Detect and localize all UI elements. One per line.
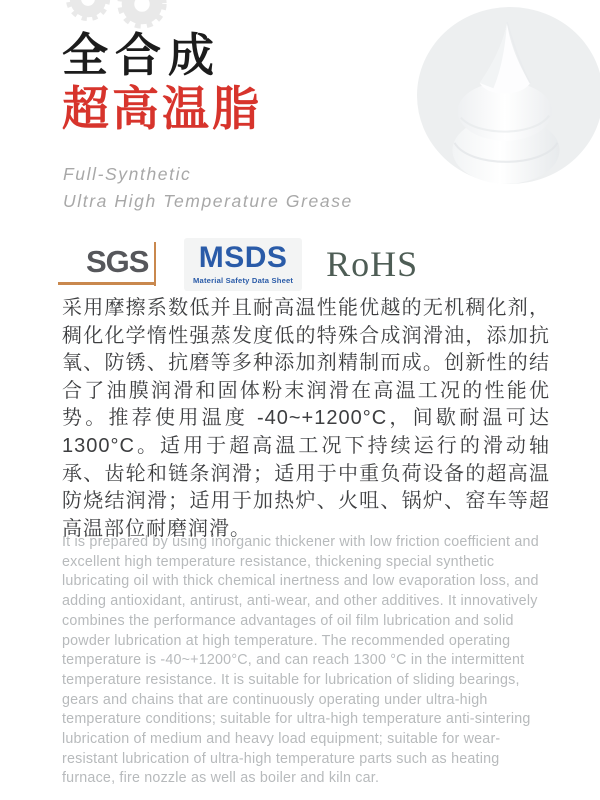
sgs-logo-text: SGS [86, 244, 149, 280]
description-chinese: 采用摩擦系数低并且耐高温性能优越的无机稠化剂，稠化化学惰性强蒸发度低的特殊合成润滑油，添加抗氧、防锈、抗磨等多种添加剂精制而成。创新性的结合了油膜润滑和固体粉末润滑在高温工况的性能优势。推荐使用温度 -40~+1200°C，间歇耐温可达 1300°C。适用于超高温工况下持续运行的滑动轴承、齿轮和链条润滑；适用于中重负荷设备的超高温防烧结润滑；适用于加热炉、火咀、锅炉、窑车等超高温部位耐磨润滑。 [62, 297, 550, 540]
subtitle-en [63, 161, 353, 214]
title-line-cn-black: 全合成 [62, 29, 221, 81]
msds-logo-subtext: Material Safety Data Sheet [193, 275, 294, 285]
rohs-logo: RoHS [326, 244, 419, 285]
title-line-cn-red: 超高温脂 [62, 82, 262, 135]
certification-badges [58, 238, 418, 291]
page-title [62, 28, 262, 136]
grease-swirl-image [447, 19, 565, 192]
msds-logo-text: MSDS [198, 241, 288, 274]
subtitle-line-2: Ultra High Temperature Grease [63, 190, 353, 211]
subtitle-line-1: Full-Synthetic [63, 164, 192, 184]
description-english: It is prepared by using inorganic thickener with low friction coefficient and excellent high temperature resistance, thickening special synthetic lubricating oil with thick chemical inertness and low evaporation loss, and adding antioxidant, antirust, anti-wear, and other additives. It innovatively combines the performance advantages of oil film lubrication and solid powder lubrication at high temperature. The recommended operating temperature is -40~+1200°C, and can reach 1300 °C in the intermittent temperature resistance. It is suitable for lubrication of sliding bearings, gears and chains that are continuously operating under ultra-high temperature conditions; suitable for ultra-high temperature anti-sintering lubrication of medium and heavy load equipment; suitable for wear-resistant lubrication of ultra-high temperature parts such as heating furnace, fire nozzle as well as boiler and kiln car. [62, 534, 539, 787]
sgs-underline [58, 282, 156, 285]
sgs-logo [58, 238, 160, 290]
sgs-vertical-line [154, 242, 156, 286]
product-photo [417, 7, 600, 184]
gear-icon [62, 0, 114, 30]
msds-logo [184, 238, 302, 291]
